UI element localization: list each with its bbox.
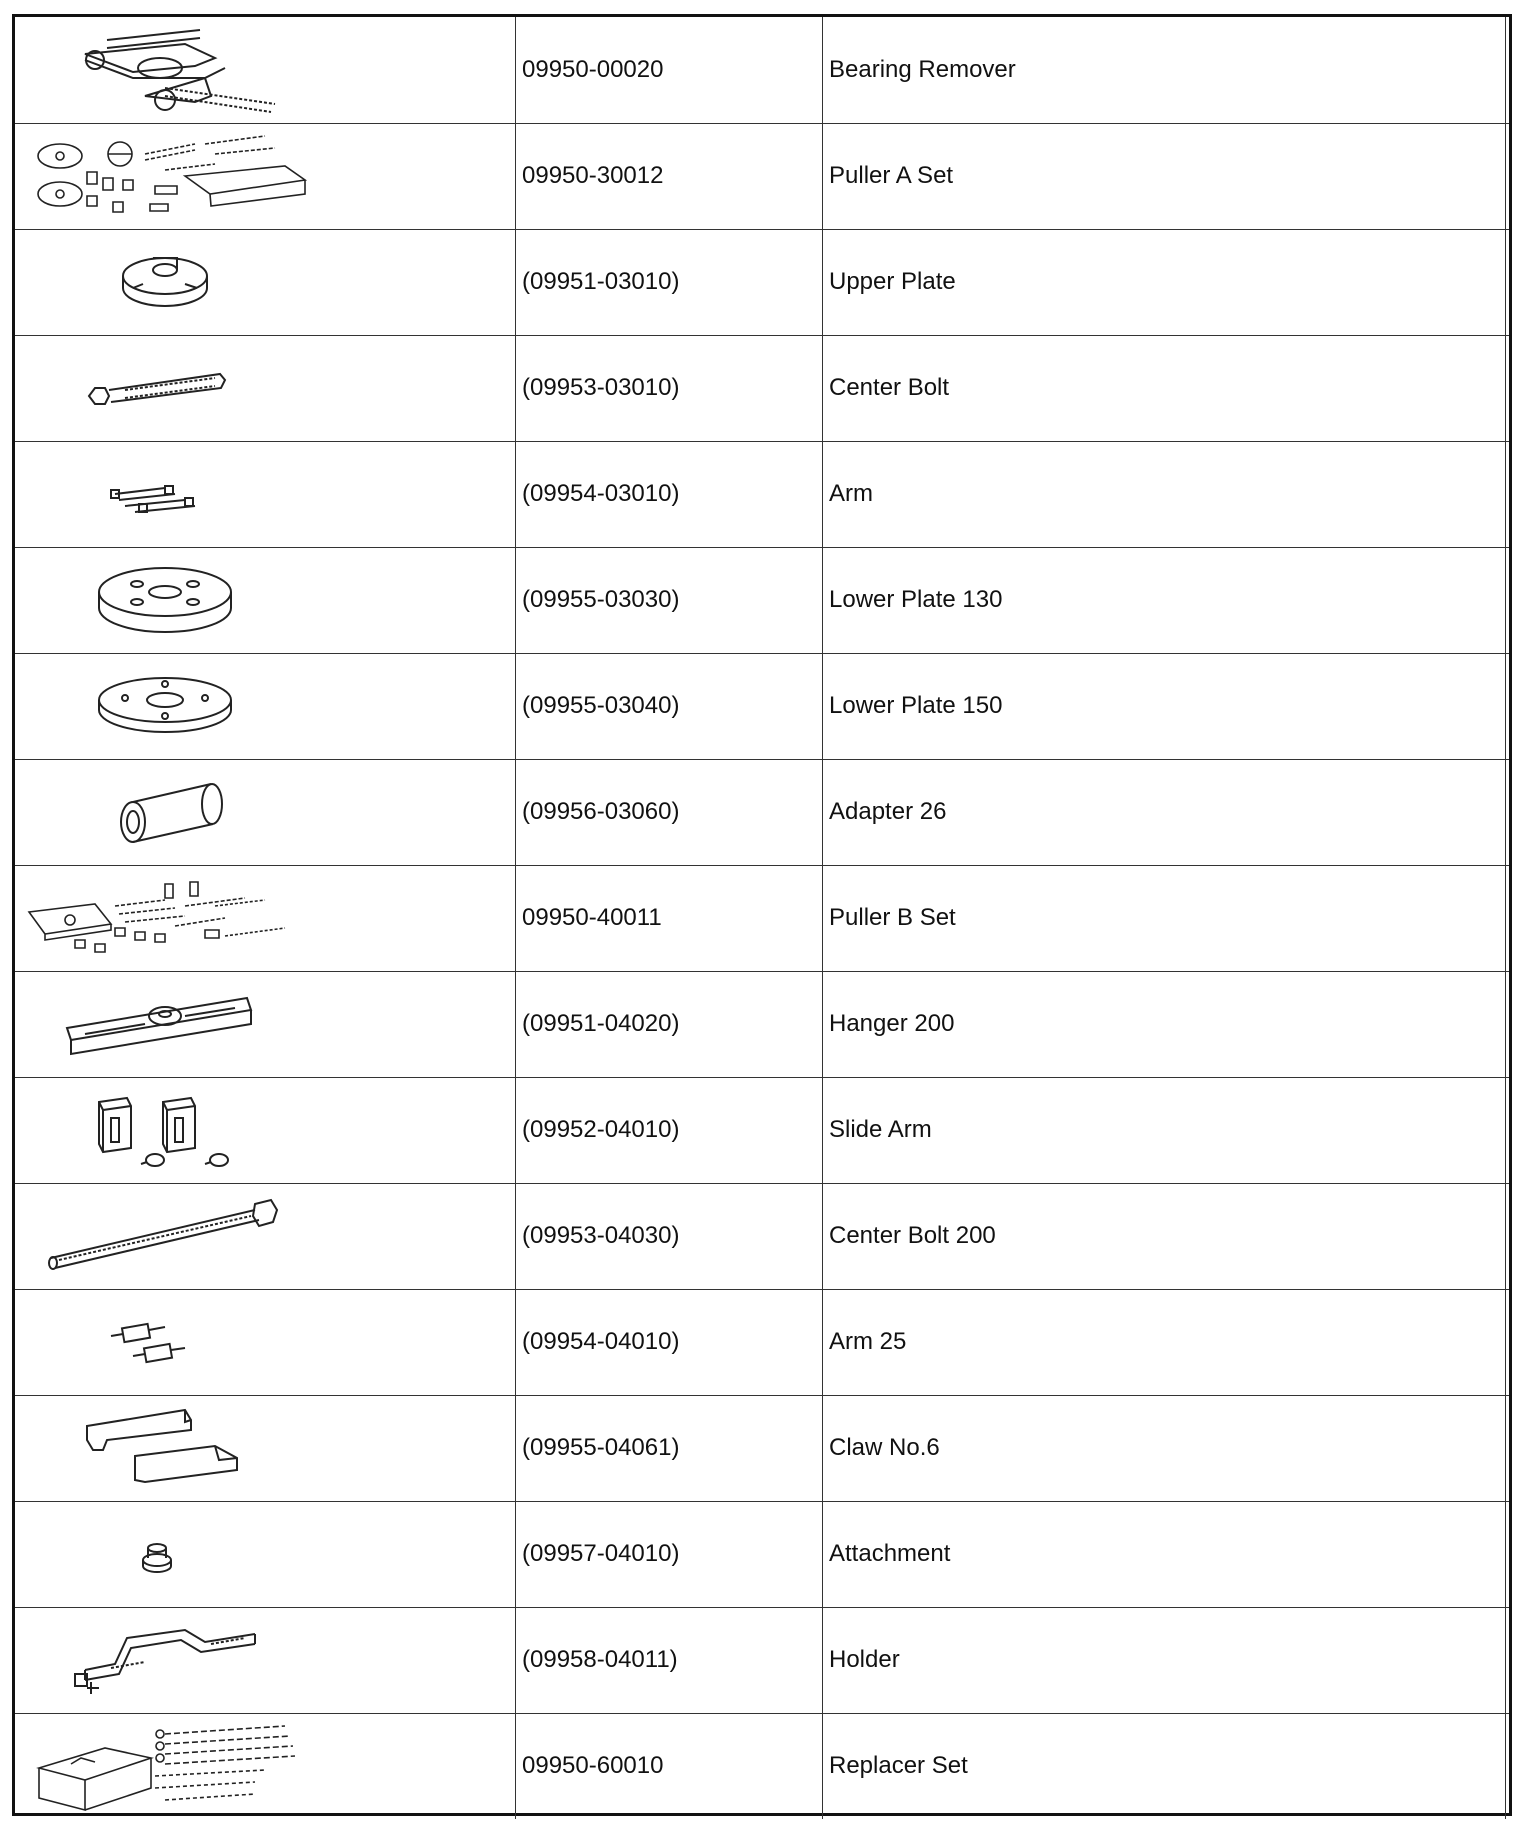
tool-illustration-cell [15,1395,516,1501]
tool-illustration-cell [15,335,516,441]
table-row [15,971,1509,1077]
table-row [15,865,1509,971]
part-number: (09953-03010) [516,335,823,441]
tool-illustration-cell [15,865,516,971]
replacer-set-icon [15,1714,515,1818]
part-number: (09952-04010) [516,1077,823,1183]
tool-name: Upper Plate [823,229,1506,335]
tool-name: Arm 25 [823,1289,1506,1395]
attachment-icon [15,1502,515,1606]
spare-cell [1506,1395,1510,1501]
lower-plate-icon [15,548,515,652]
tool-illustration-cell [15,17,516,123]
part-number: 09950-40011 [516,865,823,971]
table-row [15,1607,1509,1713]
table-row [15,1289,1509,1395]
slide-arm-icon [15,1078,515,1182]
table-row [15,1395,1509,1501]
table-row [15,17,1509,123]
center-bolt-icon [15,1184,515,1288]
part-number: (09951-04020) [516,971,823,1077]
tool-illustration-cell [15,759,516,865]
tool-name: Attachment [823,1501,1506,1607]
part-number: 09950-00020 [516,17,823,123]
tool-illustration-cell [15,1289,516,1395]
tool-illustration-cell [15,971,516,1077]
special-tools-table [15,17,1509,1819]
part-number: (09957-04010) [516,1501,823,1607]
table-row [15,1183,1509,1289]
tool-name: Lower Plate 150 [823,653,1506,759]
upper-plate-icon [15,230,515,334]
hanger-icon [15,972,515,1076]
part-number: (09954-04010) [516,1289,823,1395]
part-number: (09953-04030) [516,1183,823,1289]
holder-icon [15,1608,515,1712]
table-row [15,123,1509,229]
tool-name: Puller A Set [823,123,1506,229]
tool-name: Puller B Set [823,865,1506,971]
part-number: (09956-03060) [516,759,823,865]
table-row [15,1077,1509,1183]
tool-name: Replacer Set [823,1713,1506,1819]
lower-plate-icon [15,654,515,758]
spare-cell [1506,123,1510,229]
part-number: 09950-30012 [516,123,823,229]
table-row [15,547,1509,653]
puller-set-icon [15,866,515,970]
spare-cell [1506,547,1510,653]
table-row [15,335,1509,441]
tool-illustration-cell [15,1183,516,1289]
part-number: (09955-03040) [516,653,823,759]
table-row [15,441,1509,547]
part-number: 09950-60010 [516,1713,823,1819]
tool-illustration-cell [15,1713,516,1819]
tool-name: Slide Arm [823,1077,1506,1183]
table-row [15,759,1509,865]
tool-illustration-cell [15,547,516,653]
part-number: (09955-04061) [516,1395,823,1501]
tool-name: Adapter 26 [823,759,1506,865]
tool-name: Center Bolt 200 [823,1183,1506,1289]
tool-illustration-cell [15,441,516,547]
spare-cell [1506,971,1510,1077]
claw-icon [15,1396,515,1500]
tool-name: Hanger 200 [823,971,1506,1077]
special-tools-sheet [12,14,1512,1816]
table-row [15,653,1509,759]
spare-cell [1506,1501,1510,1607]
spare-cell [1506,759,1510,865]
tool-illustration-cell [15,123,516,229]
arm-icon [15,442,515,546]
spare-cell [1506,1289,1510,1395]
tool-illustration-cell [15,229,516,335]
spare-cell [1506,1077,1510,1183]
table-row [15,1713,1509,1819]
table-row [15,229,1509,335]
part-number: (09954-03010) [516,441,823,547]
spare-cell [1506,229,1510,335]
spare-cell [1506,1713,1510,1819]
tool-illustration-cell [15,1607,516,1713]
tool-name: Claw No.6 [823,1395,1506,1501]
spare-cell [1506,1607,1510,1713]
tool-name: Lower Plate 130 [823,547,1506,653]
tool-name: Holder [823,1607,1506,1713]
adapter-icon [15,760,515,864]
spare-cell [1506,653,1510,759]
spare-cell [1506,17,1510,123]
puller-set-icon [15,124,515,228]
spare-cell [1506,335,1510,441]
table-row [15,1501,1509,1607]
spare-cell [1506,865,1510,971]
tool-name: Arm [823,441,1506,547]
tool-illustration-cell [15,1501,516,1607]
part-number: (09951-03010) [516,229,823,335]
bearing-remover-icon [15,18,515,122]
part-number: (09958-04011) [516,1607,823,1713]
tool-name: Bearing Remover [823,17,1506,123]
tool-illustration-cell [15,1077,516,1183]
center-bolt-icon [15,336,515,440]
tool-name: Center Bolt [823,335,1506,441]
part-number: (09955-03030) [516,547,823,653]
arm-icon [15,1290,515,1394]
spare-cell [1506,441,1510,547]
spare-cell [1506,1183,1510,1289]
tool-illustration-cell [15,653,516,759]
